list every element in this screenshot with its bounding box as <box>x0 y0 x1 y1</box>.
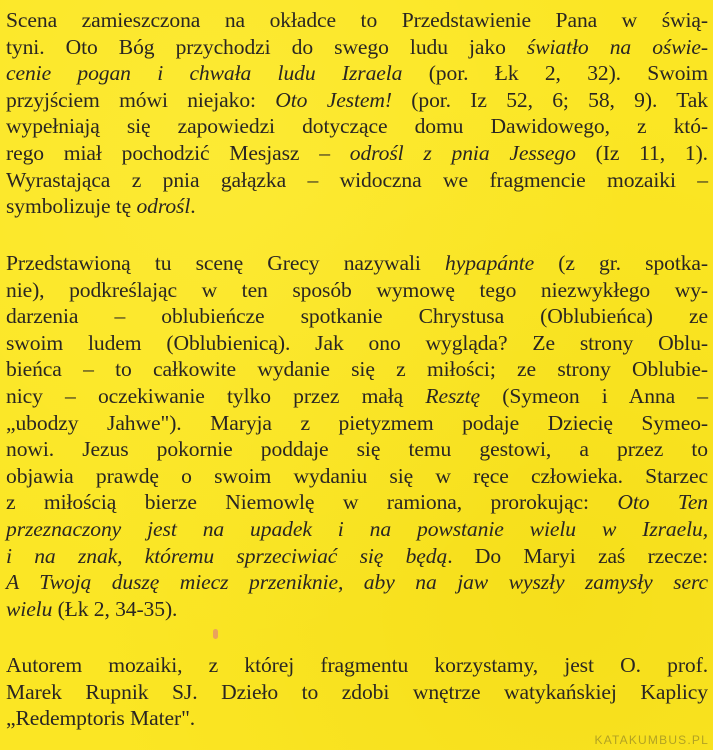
text-line: wypełniają się zapowiedzi dotyczące domu Dawidowego, z któ- <box>6 114 708 139</box>
text-line: rego miał pochodzić Mesjasz – odrośl z pnia Jessego (Iz 11, 1). <box>6 140 708 165</box>
watermark: KATAKUMBUS.PL <box>594 733 709 747</box>
italic-quote: Oto Ten <box>617 490 708 515</box>
italic-quote: A Twoją duszę miecz przeniknie, aby na jaw wyszły zamysły serc <box>6 570 708 595</box>
text-line: swoim ludem (Oblubienicą). Jak ono wygląda? Ze strony Oblu- <box>6 330 708 355</box>
italic-quote: odrośl z pnia Jessego <box>349 140 576 165</box>
paragraph-presentation-scene <box>6 7 708 220</box>
text-line <box>6 569 708 596</box>
text-line: „ubodzy Jahwe"). Maryja z pietyzmem podaje Dziecię Symeo- <box>6 410 708 435</box>
text-line: tyni. Oto Bóg przychodzi do swego ludu jako światło na oświe- <box>6 34 708 59</box>
text-line: przyjściem mówi niejako: Oto Jestem! (por. Iz 52, 6; 58, 9). Tak <box>6 87 708 112</box>
text-line: Przedstawioną tu scenę Grecy nazywali hypapánte (z gr. spotka- <box>6 251 709 275</box>
text-line: Autorem mozaiki, z której fragmentu korzystamy, jest O. prof. <box>6 653 708 677</box>
italic-quote: hypapánte <box>445 251 535 275</box>
text-line: nicy – oczekiwanie tylko przez małą Resztę (Symeon i Anna – <box>6 383 709 408</box>
text-line: darzenia – oblubieńcze spotkanie Chrystusa (Oblubieńca) ze <box>6 304 708 329</box>
italic-quote: odrośl <box>136 194 191 219</box>
text-line: objawia prawdę o swoim wydaniu się w ręce człowieka. Starzec <box>6 463 708 488</box>
text-line: Marek Rupnik SJ. Dzieło to zdobi wnętrze watykańskiej Kaplicy <box>6 679 708 704</box>
ink-mark <box>213 629 218 639</box>
text-line: z miłością bierze Niemowlę w ramiona, prorokując: Oto Ten <box>6 490 708 515</box>
text-line: „Redemptoris Mater". <box>6 706 196 731</box>
italic-quote: wielu <box>6 596 53 621</box>
text-line: nie), podkreślając w ten sposób wymowę tego niezwykłego wy- <box>6 277 708 302</box>
text-line: cenie pogan i chwała ludu Izraela (por. Łk 2, 32). Swoim <box>6 61 709 86</box>
italic-quote: Oto Jestem! <box>275 87 392 112</box>
text-line: Wyrastająca z pnia gałązka – widoczna we fragmencie mozaiki – <box>6 167 708 192</box>
text-line <box>6 516 708 543</box>
paragraph-mosaic-author <box>6 652 708 732</box>
text-line: i na znak, któremu sprzeciwiać się będą. Do Maryi zaś rzecze: <box>6 543 708 568</box>
italic-quote: przeznaczony jest na upadek i na powstanie wielu w Izraelu, <box>6 516 708 541</box>
paragraph-hypapante <box>6 250 708 622</box>
text-line: nowi. Jezus pokornie poddaje się temu gestowi, a przez to <box>6 437 708 462</box>
text-line: symbolizuje tę odrośl. <box>6 194 196 219</box>
text-line: Scena zamieszczona na okładce to Przedstawienie Pana w świą- <box>6 8 708 32</box>
italic-quote: cenie pogan i chwała ludu Izraela <box>6 61 403 86</box>
text-line: bieńca – to całkowite wydanie się z miłości; ze strony Oblubie- <box>6 357 708 382</box>
italic-quote: i na znak, któremu sprzeciwiać się będą <box>6 543 448 568</box>
italic-quote: Resztę <box>425 383 480 408</box>
text-line: wielu (Łk 2, 34-35). <box>6 596 178 621</box>
italic-quote: światło na oświe- <box>526 34 708 59</box>
